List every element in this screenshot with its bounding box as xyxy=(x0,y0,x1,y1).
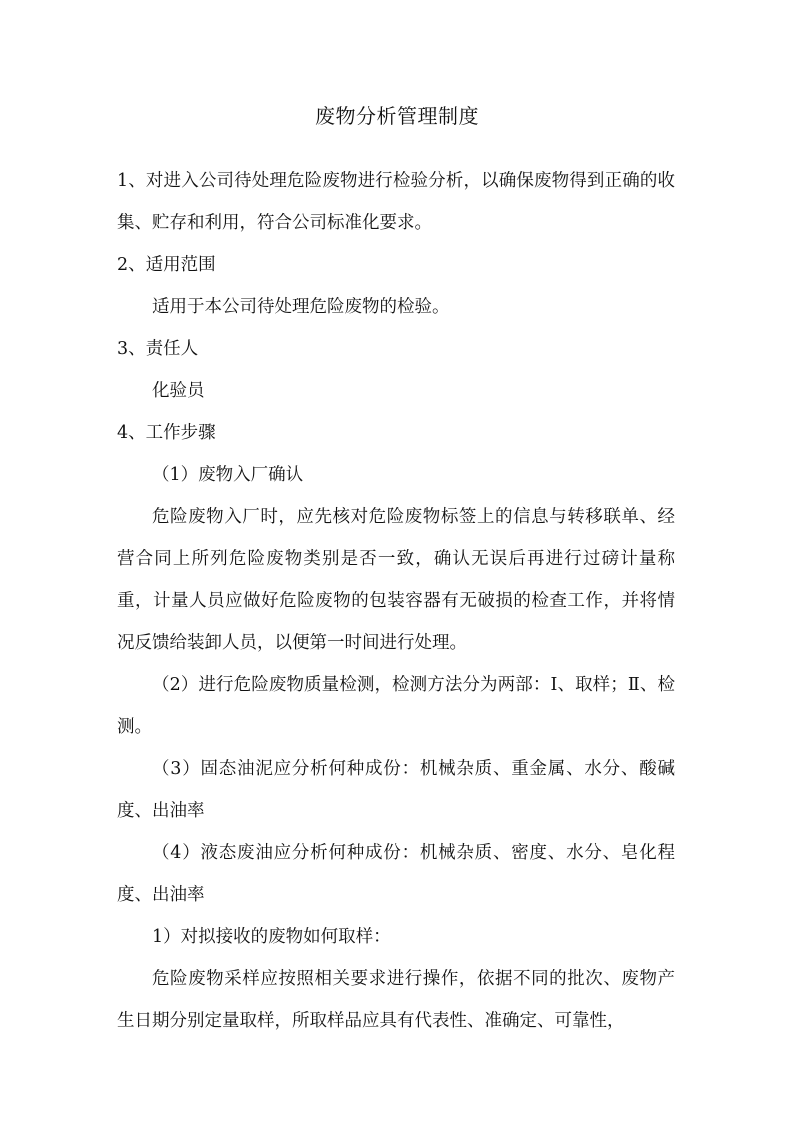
paragraph-purpose: 1、对进入公司待处理危险废物进行检验分析，以确保废物得到正确的收集、贮存和利用，符合公司标准化要求。 xyxy=(117,171,675,233)
heading-work-steps: 4、工作步骤 xyxy=(117,423,216,443)
paragraph-waste-entry: 危险废物入厂时，应先核对危险废物标签上的信息与转移联单、经营合同上所列危险废物类别是否一致，确认无误后再进行过磅计量称重，计量人员应做好危险废物的包装容器有无破损的检查工作，并将情况反馈给装卸人员，以便第一时间进行处理。 xyxy=(117,507,675,653)
subheading-waste-entry: （1）废物入厂确认 xyxy=(152,465,304,485)
document-body xyxy=(117,160,675,1042)
paragraph-liquid-oil-analysis: （4）液态废油应分析何种成份：机械杂质、密度、水分、皂化程度、出油率 xyxy=(117,843,675,905)
heading-scope: 2、适用范围 xyxy=(117,255,216,275)
subheading-sampling: 1）对拟接收的废物如何取样： xyxy=(152,927,391,947)
paragraph-solid-sludge-analysis: （3）固态油泥应分析何种成份：机械杂质、重金属、水分、酸碱度、出油率 xyxy=(117,759,675,821)
document-title: 废物分析管理制度 xyxy=(315,104,479,128)
heading-responsible-person: 3、责任人 xyxy=(117,339,199,359)
paragraph-quality-testing: （2）进行危险废物质量检测，检测方法分为两部：Ⅰ、取样；Ⅱ、检测。 xyxy=(117,675,675,737)
paragraph-sampling: 危险废物采样应按照相关要求进行操作，依据不同的批次、废物产生日期分别定量取样，所取样品应具有代表性、准确定、可靠性， xyxy=(117,969,675,1031)
paragraph-scope: 适用于本公司待处理危险废物的检验。 xyxy=(152,297,450,317)
paragraph-responsible-person: 化验员 xyxy=(152,381,205,401)
